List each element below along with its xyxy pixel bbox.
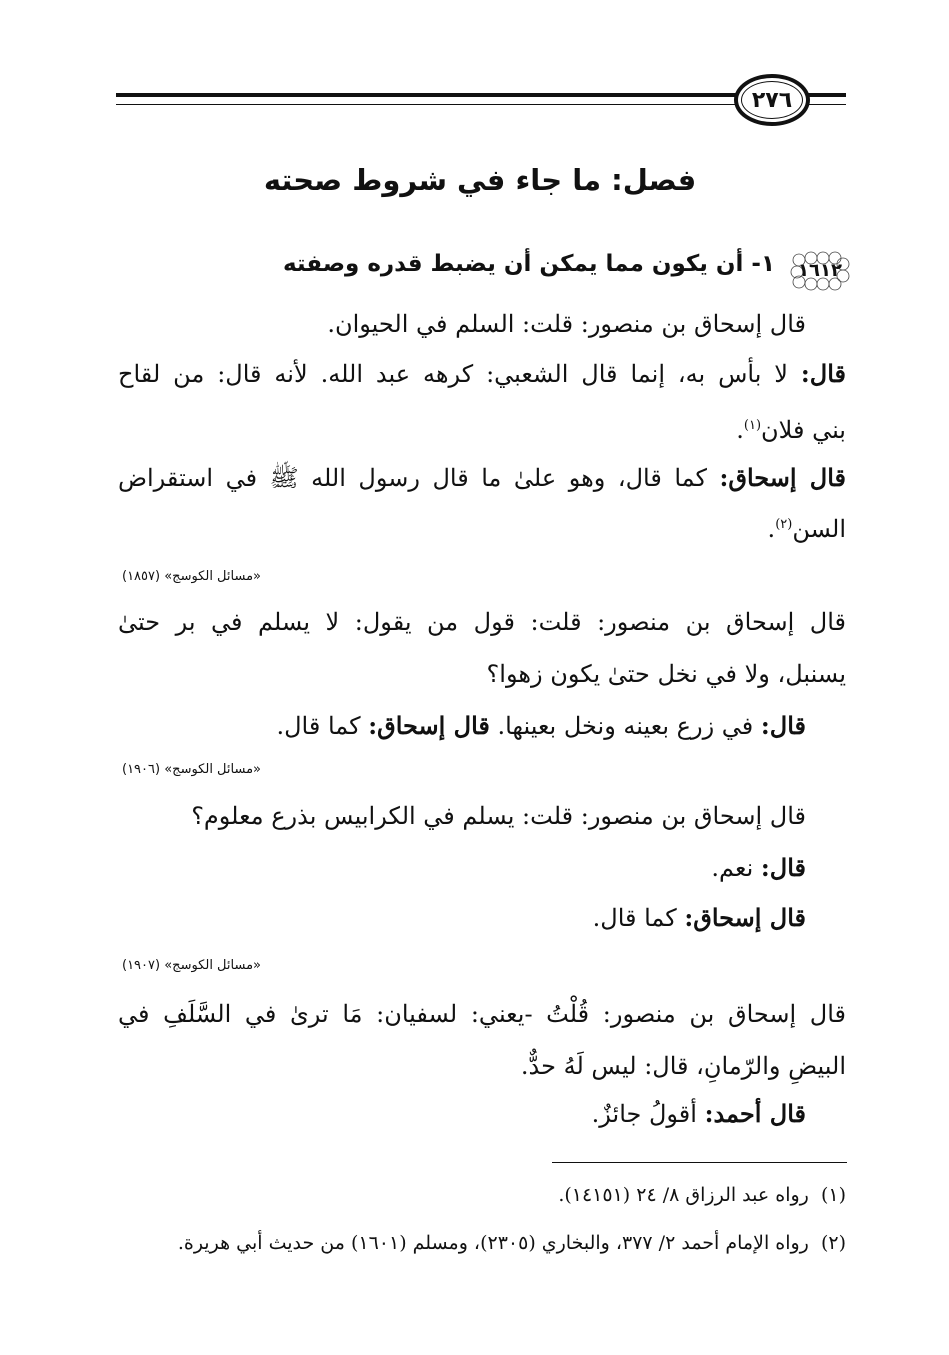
- text-line: [768, 507, 846, 551]
- text-line-content: كما قال.: [592, 904, 685, 932]
- text-line-content: قال إسحاق بن منصور: قلت: قول من يقول: لا يسلم في بر حتىٰ: [118, 608, 846, 636]
- speaker-label: قال إسحاق:: [719, 463, 847, 492]
- text-line-content: قال إسحاق بن منصور: قلت: السلم في الحيوان.: [327, 310, 806, 338]
- footnote: [558, 1180, 846, 1210]
- text-line: [327, 302, 806, 346]
- text-line-content: السن: [792, 515, 846, 543]
- footnote-text: رواه عبد الرزاق ٨/ ٢٤ (١٤١٥١).: [558, 1184, 809, 1206]
- page-number-badge: [734, 74, 810, 126]
- source-citation: «مسائل الكوسج» (١٩٠٦): [122, 762, 261, 777]
- entry-number: ١٦١٢: [798, 259, 842, 281]
- speaker-label: قال إسحاق:: [368, 711, 490, 740]
- text-line: [191, 794, 806, 838]
- footnote-ref[interactable]: (١): [743, 418, 762, 433]
- text-line-content: نعم.: [711, 854, 761, 882]
- speaker-label: قال أحمد:: [704, 1099, 806, 1128]
- text-line-tail: .: [736, 416, 744, 444]
- text-line: [593, 896, 806, 940]
- text-line: [118, 352, 846, 396]
- text-line: [521, 1044, 846, 1088]
- text-line-content: في زرع بعينه ونخل بعينها.: [489, 712, 761, 740]
- speaker-label: قال:: [760, 853, 806, 882]
- text-line-content: قال إسحاق بن منصور: قُلْتُ -يعني: لسفيان: مَا ترىٰ في السَّلَفِ في: [118, 1000, 846, 1028]
- chapter-title: فصل: ما جاء في شروط صحته: [263, 163, 697, 197]
- text-line-content: يسنبل، ولا في نخل حتىٰ يكون زهوا؟: [486, 660, 846, 688]
- speaker-label: قال:: [760, 711, 806, 740]
- speaker-label: قال:: [800, 359, 846, 388]
- text-line: [276, 704, 806, 748]
- speaker-label: قال إسحاق:: [684, 903, 806, 932]
- footnote-text: رواه الإمام أحمد ٢/ ٣٧٧، والبخاري (٢٣٠٥)، ومسلم (١٦٠١) من حديث أبي هريرة.: [177, 1232, 809, 1254]
- footnote-ref[interactable]: (٢): [775, 517, 793, 532]
- text-line-content: قال إسحاق بن منصور: قلت: يسلم في الكرابيس بذرع معلوم؟: [191, 802, 806, 830]
- footnote: [178, 1228, 846, 1258]
- text-line-content: كما قال.: [276, 712, 369, 740]
- header-rule-right: [808, 93, 846, 105]
- text-line-content: أقولُ جائزٌ.: [591, 1100, 705, 1128]
- entry-number-ornament: [789, 248, 851, 292]
- source-citation: «مسائل الكوسج» (١٨٥٧): [122, 569, 261, 584]
- text-line-content: بني فلان: [761, 416, 846, 444]
- footnote-marker: (٢): [820, 1232, 846, 1254]
- text-line: [118, 600, 846, 644]
- text-line: [592, 1092, 806, 1136]
- text-line-tail: .: [767, 515, 776, 543]
- source-citation: «مسائل الكوسج» (١٩٠٧): [122, 958, 261, 973]
- header-rule-left: [116, 93, 736, 105]
- text-line: [118, 992, 846, 1036]
- text-line: [736, 408, 846, 452]
- text-line: [118, 456, 846, 500]
- text-line: [711, 846, 806, 890]
- text-line-content: كما قال، وهو علىٰ ما قال رسول الله ﷺ في استقراض: [118, 464, 720, 492]
- text-line-content: لا بأس به، إنما قال الشعبي: كرهه عبد الله. لأنه قال: من لقاح: [118, 360, 801, 388]
- page-number: ٢٧٦: [751, 87, 793, 113]
- text-line-content: البيضِ والرّمانِ، قال: ليس لَهُ حدٌّ.: [520, 1052, 846, 1080]
- footnote-marker: (١): [820, 1184, 846, 1206]
- entry-subheading: ١- أن يكون مما يمكن أن يضبط قدره وصفته: [282, 251, 775, 277]
- text-line: [487, 652, 846, 696]
- footnote-separator: [552, 1162, 847, 1163]
